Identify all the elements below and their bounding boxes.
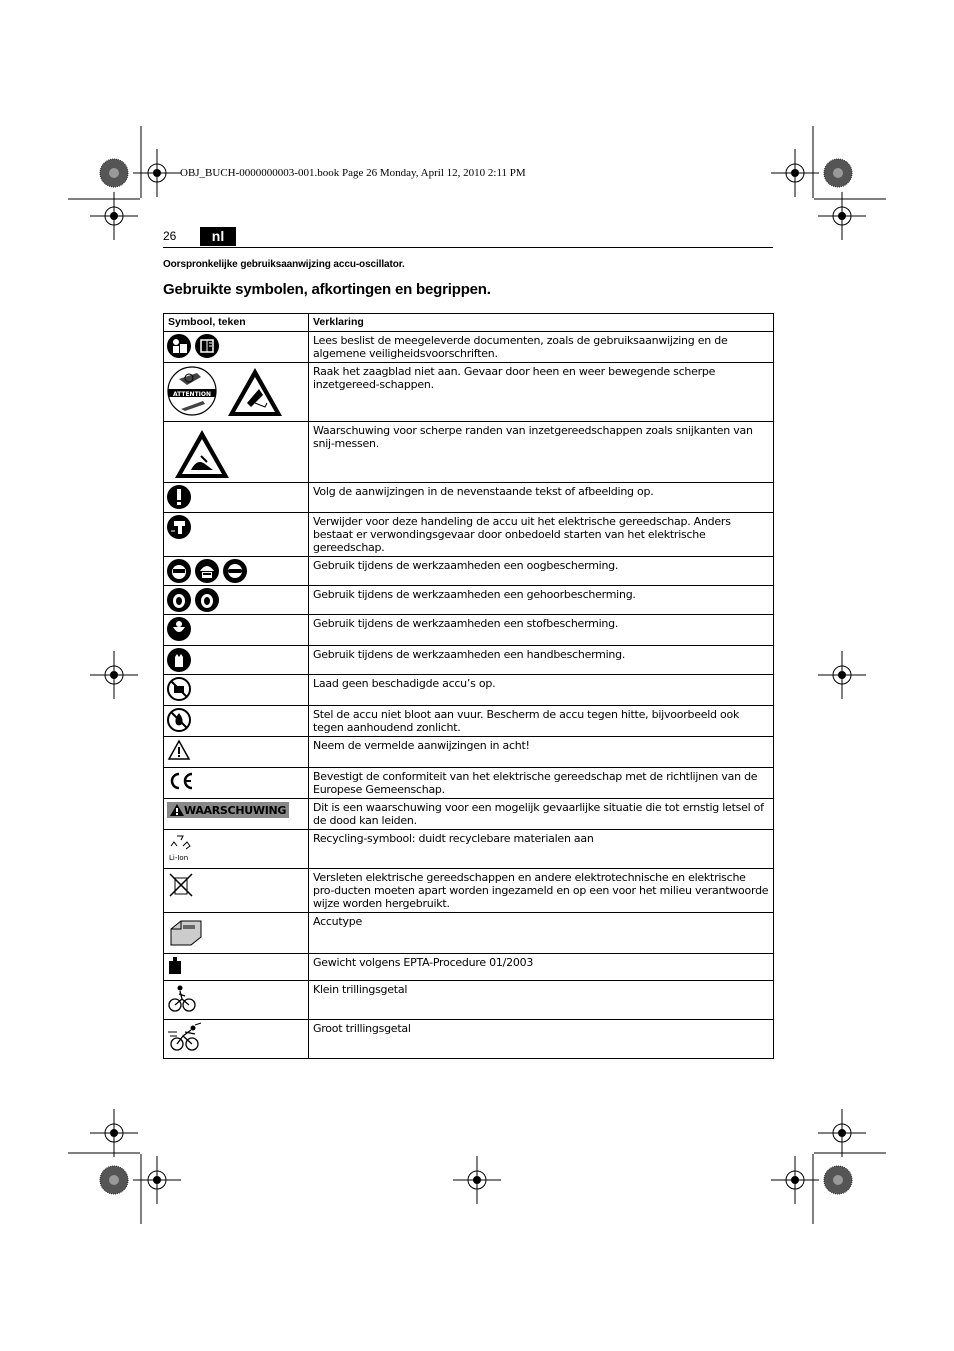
table-row <box>164 954 774 981</box>
table-row <box>164 981 774 1020</box>
ce-mark-icon <box>167 770 195 792</box>
slow-cyclist-icon <box>167 983 197 1013</box>
crossed-bin-icon <box>167 871 195 899</box>
gloves-icon <box>167 648 191 672</box>
explanation-cell: Gebruik tijdens de werkzaamheden een gehoorbescherming. <box>309 586 774 615</box>
symbol-cell <box>164 557 309 586</box>
table-row <box>164 913 774 954</box>
battery-pack-icon <box>167 915 205 947</box>
warning-triangle-icon <box>170 804 184 816</box>
column-header-explanation: Verklaring <box>309 314 774 332</box>
table-row <box>164 1020 774 1059</box>
explanation-cell: Versleten elektrische gereedschappen en andere elektrotechnische en elektrische pro-ducten moeten apart worden ingezameld en op een voor het milieu verantwoorde wijze worden hergebruikt. <box>309 869 774 913</box>
symbol-cell <box>164 981 309 1020</box>
goggles-icon <box>223 559 247 583</box>
symbol-cell <box>164 363 309 422</box>
explanation-cell: Laad geen beschadigde accu’s op. <box>309 675 774 706</box>
fast-cyclist-icon <box>167 1022 203 1052</box>
symbol-cell <box>164 586 309 615</box>
table-row <box>164 646 774 675</box>
attention-label: ATTENTION <box>172 391 212 398</box>
symbol-cell <box>164 615 309 646</box>
explanation-cell: Gebruik tijdens de werkzaamheden een handbescherming. <box>309 646 774 675</box>
symbol-cell <box>164 646 309 675</box>
no-fire-icon <box>167 708 191 732</box>
symbol-cell <box>164 332 309 363</box>
explanation-cell: Neem de vermelde aanwijzingen in acht! <box>309 737 774 768</box>
face-shield-icon <box>167 559 191 583</box>
explanation-cell: Gebruik tijdens de werkzaamheden een oogbescherming. <box>309 557 774 586</box>
explanation-cell: Bevestigt de conformiteit van het elektrische gereedschap met de richtlijnen van de Europese Gemeenschap. <box>309 768 774 799</box>
ear-protection-icon <box>167 588 191 612</box>
table-header-row <box>164 314 774 332</box>
symbols-table <box>163 313 774 1059</box>
book-icon <box>195 334 219 358</box>
table-row <box>164 737 774 768</box>
symbol-cell <box>164 1020 309 1059</box>
explanation-cell: Waarschuwing voor scherpe randen van inzetgereedschappen zoals snijkanten van snij-messen. <box>309 422 774 483</box>
attention-hand-blade-icon <box>167 365 217 417</box>
table-row <box>164 483 774 513</box>
recycling-icon <box>167 832 197 862</box>
ear-protection-icon <box>195 588 219 612</box>
table-row <box>164 557 774 586</box>
sharp-edge-warning-icon <box>173 428 231 480</box>
language-tab: nl <box>200 227 236 246</box>
symbol-cell <box>164 706 309 737</box>
table-row <box>164 675 774 706</box>
explanation-cell: Volg de aanwijzingen in de nevenstaande tekst of afbeelding op. <box>309 483 774 513</box>
document-subtitle: Oorspronkelijke gebruiksaanwijzing accu-oscillator. <box>163 259 405 270</box>
exclamation-icon <box>167 485 191 509</box>
print-slug: OBJ_BUCH-0000000003-001.book Page 26 Monday, April 12, 2010 2:11 PM <box>180 167 526 179</box>
remove-battery-icon <box>167 515 191 539</box>
dust-mask-icon <box>167 617 191 641</box>
symbol-cell <box>164 513 309 557</box>
table-row <box>164 869 774 913</box>
symbol-cell <box>164 830 309 869</box>
symbol-cell <box>164 483 309 513</box>
symbol-cell <box>164 799 309 830</box>
warning-triangle-icon <box>167 739 191 761</box>
table-row <box>164 332 774 363</box>
symbol-cell <box>164 737 309 768</box>
explanation-cell: Recycling-symbool: duidt recyclebare materialen aan <box>309 830 774 869</box>
explanation-cell: Raak het zaagblad niet aan. Gevaar door heen en weer bewegende scherpe inzetgereed-schappen. <box>309 363 774 422</box>
section-title: Gebruikte symbolen, afkortingen en begrippen. <box>163 281 491 298</box>
explanation-cell: Gebruik tijdens de werkzaamheden een stofbescherming. <box>309 615 774 646</box>
weight-icon <box>167 956 183 974</box>
table-row <box>164 615 774 646</box>
table-row <box>164 422 774 483</box>
table-row <box>164 363 774 422</box>
page-number: 26 <box>163 229 177 243</box>
explanation-cell: Gewicht volgens EPTA-Procedure 01/2003 <box>309 954 774 981</box>
read-manual-icon <box>167 334 191 358</box>
explanation-cell: Klein trillingsgetal <box>309 981 774 1020</box>
symbol-cell <box>164 954 309 981</box>
warning-badge-icon <box>167 802 289 818</box>
table-row <box>164 513 774 557</box>
table-row <box>164 706 774 737</box>
header-rule <box>163 247 773 248</box>
no-damaged-battery-icon <box>167 677 191 701</box>
explanation-cell: Lees beslist de meegeleverde documenten, zoals de gebruiksaanwijzing en de algemene veiligheidsvoorschriften. <box>309 332 774 363</box>
symbol-cell <box>164 913 309 954</box>
recycling-label: Li-Ion <box>169 854 189 862</box>
explanation-cell: Verwijder voor deze handeling de accu uit het elektrische gereedschap. Anders bestaat er verwondingsgevaar door onbedoeld starten van het elektrische gereedschap. <box>309 513 774 557</box>
warning-badge-label: WAARSCHUWING <box>184 803 287 817</box>
symbol-cell <box>164 768 309 799</box>
table-row <box>164 830 774 869</box>
explanation-cell: Groot trillingsgetal <box>309 1020 774 1059</box>
table-row <box>164 799 774 830</box>
table-row <box>164 586 774 615</box>
symbol-cell <box>164 675 309 706</box>
explanation-cell: Accutype <box>309 913 774 954</box>
symbol-cell <box>164 422 309 483</box>
table-row <box>164 768 774 799</box>
column-header-symbol: Symbool, teken <box>164 314 309 332</box>
explanation-cell: Stel de accu niet bloot aan vuur. Bescherm de accu tegen hitte, bijvoorbeeld ook tegen aanhoudend zonlicht. <box>309 706 774 737</box>
symbol-cell <box>164 869 309 913</box>
helmet-icon <box>195 559 219 583</box>
blade-warning-triangle-icon <box>225 365 285 419</box>
explanation-cell: Dit is een waarschuwing voor een mogelijk gevaarlijke situatie die tot ernstig letsel of de dood kan leiden. <box>309 799 774 830</box>
